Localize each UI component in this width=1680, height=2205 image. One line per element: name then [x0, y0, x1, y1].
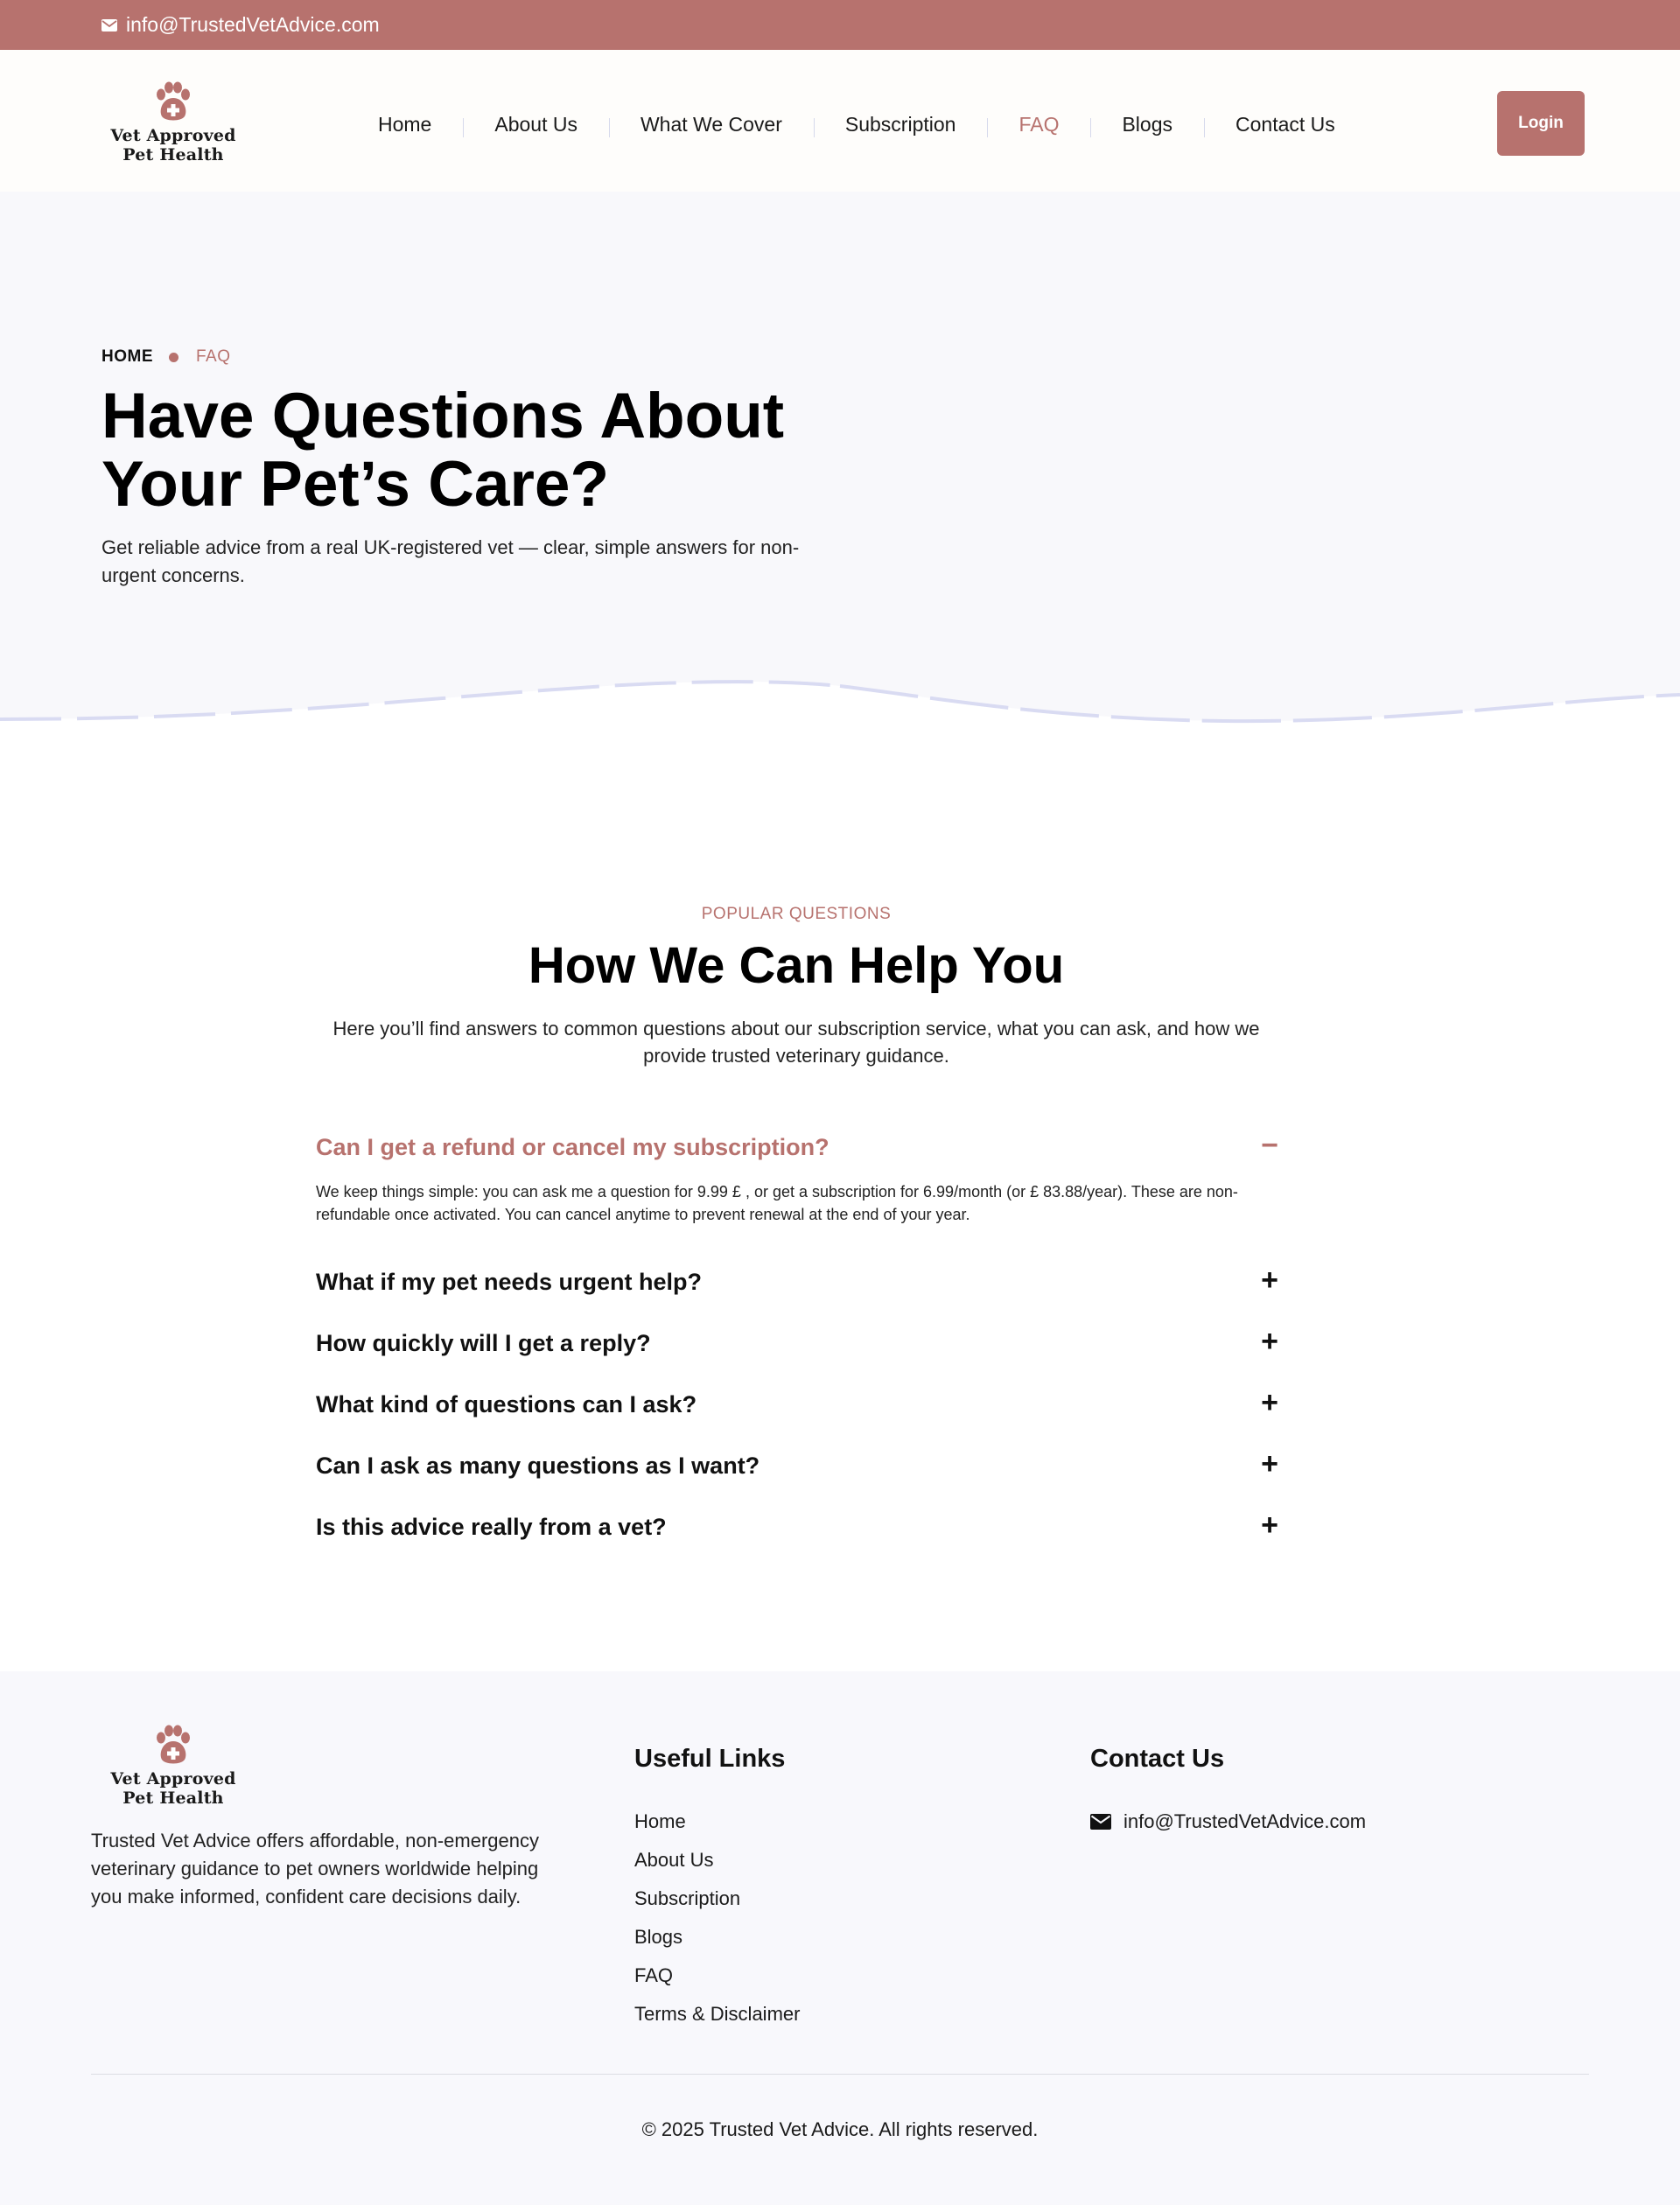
footer-divider — [91, 2074, 1589, 2075]
breadcrumb — [102, 347, 231, 367]
hero-wave-divider — [0, 651, 1680, 730]
brand-line-1: Vet Approved — [110, 126, 236, 145]
paw-cross-icon — [150, 1724, 196, 1769]
footer-link-about-us[interactable]: About Us — [634, 1849, 714, 1871]
brand-line-1: Vet Approved — [110, 1769, 236, 1788]
footer-contact-email-text: info@TrustedVetAdvice.com — [1124, 1810, 1367, 1832]
nav-about-us[interactable]: About Us — [463, 113, 609, 136]
faq-question[interactable]: What if my pet needs urgent help? — [316, 1269, 703, 1295]
brand-line-2: Pet Health — [122, 145, 224, 164]
site-footer — [0, 1671, 1680, 2205]
expand-plus-icon[interactable]: + — [1261, 1386, 1278, 1419]
topbar-email[interactable] — [102, 13, 380, 37]
collapse-minus-icon[interactable]: − — [1261, 1129, 1278, 1162]
hero-subtitle: Get reliable advice from a real UK-registered vet — clear, simple answers for non-urgent concerns. — [102, 536, 800, 586]
paw-cross-icon — [150, 80, 196, 126]
footer-links-title: Useful Links — [634, 1745, 786, 1773]
faq-item-urgent-help[interactable] — [316, 1264, 1278, 1297]
faq-question[interactable]: How quickly will I get a reply? — [316, 1330, 651, 1356]
brand-line-2: Pet Health — [122, 1788, 224, 1808]
nav-faq[interactable]: FAQ — [987, 113, 1090, 136]
expand-plus-icon[interactable]: + — [1261, 1447, 1278, 1480]
login-button[interactable]: Login — [1497, 91, 1585, 156]
topbar-email-text: info@TrustedVetAdvice.com — [126, 13, 380, 36]
footer-link-terms[interactable]: Terms & Disclaimer — [634, 2003, 801, 2025]
faq-question[interactable]: Can I ask as many questions as I want? — [316, 1452, 760, 1479]
footer-link-home[interactable]: Home — [634, 1810, 686, 1832]
faq-item-real-vet[interactable] — [316, 1508, 1278, 1542]
envelope-icon — [1090, 1814, 1111, 1830]
hero-section — [0, 192, 1680, 730]
section-description: Here you’ll find answers to common questions about our subscription service, what you can ask, and how we provide trusted veterinary guidance. — [332, 1018, 1260, 1067]
faq-item-question-limit[interactable] — [316, 1447, 1278, 1480]
top-bar — [0, 0, 1680, 50]
footer-link-blogs[interactable]: Blogs — [634, 1926, 683, 1948]
section-eyebrow: POPULAR QUESTIONS — [701, 905, 892, 923]
section-title: How We Can Help You — [528, 937, 1065, 994]
faq-item-reply-time[interactable] — [316, 1325, 1278, 1358]
brand-logo[interactable] — [103, 80, 243, 164]
nav-contact-us[interactable]: Contact Us — [1204, 113, 1367, 136]
expand-plus-icon[interactable]: + — [1261, 1325, 1278, 1358]
nav-blogs[interactable]: Blogs — [1090, 113, 1204, 136]
breadcrumb-separator — [169, 353, 178, 362]
footer-link-subscription[interactable]: Subscription — [634, 1887, 741, 1909]
nav-what-we-cover[interactable]: What We Cover — [609, 113, 814, 136]
main-nav — [346, 109, 1367, 139]
expand-plus-icon[interactable]: + — [1261, 1508, 1278, 1542]
faq-question[interactable]: What kind of questions can I ask? — [316, 1391, 697, 1418]
faq-question[interactable]: Is this advice really from a vet? — [316, 1514, 667, 1540]
footer-contact-title: Contact Us — [1090, 1745, 1225, 1773]
footer-about-text: Trusted Vet Advice offers affordable, non-emergency veterinary guidance to pet owners worldwide helping you make informed, confident care decisions daily. — [91, 1830, 540, 1908]
site-header — [0, 50, 1680, 192]
faq-item-question-types[interactable] — [316, 1386, 1278, 1419]
faq-item-refund[interactable] — [316, 1129, 1278, 1226]
nav-subscription[interactable]: Subscription — [814, 113, 988, 136]
nav-home[interactable]: Home — [378, 112, 432, 136]
faq-question[interactable]: Can I get a refund or cancel my subscription? — [316, 1134, 830, 1160]
expand-plus-icon[interactable]: + — [1261, 1264, 1278, 1297]
page-title-line-2: Your Pet’s Care? — [102, 449, 610, 520]
footer-brand-logo[interactable] — [103, 1724, 243, 1808]
faq-answer: We keep things simple: you can ask me a question for 9.99 £ , or get a subscription for 6.99/month (or £ 83.88/year). These are non-refundable once activated. You can cancel anytime to prevent renewal at the end of your year. — [316, 1183, 1238, 1223]
footer-contact-email[interactable] — [1090, 1802, 1366, 1841]
envelope-icon — [102, 19, 117, 32]
footer-links-list — [634, 1802, 800, 2034]
footer-link-faq[interactable]: FAQ — [634, 1964, 674, 1986]
breadcrumb-home[interactable]: HOME — [102, 347, 153, 366]
page-title — [102, 382, 889, 519]
page-title-line-1: Have Questions About — [102, 381, 785, 452]
copyright-text: © 2025 Trusted Vet Advice. All rights reserved. — [641, 2118, 1039, 2140]
breadcrumb-current: FAQ — [196, 347, 231, 366]
